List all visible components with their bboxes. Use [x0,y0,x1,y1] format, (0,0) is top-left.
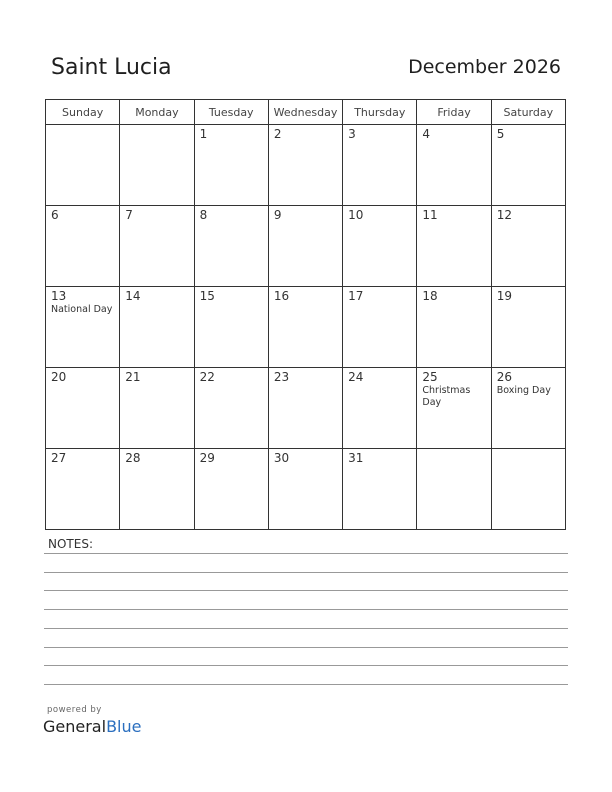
calendar-day-cell [417,449,491,530]
calendar-day-cell [491,368,565,449]
note-line [44,665,568,666]
day-number: 25 [422,370,438,384]
calendar-day-cell [417,368,491,449]
calendar-day-cell [120,368,194,449]
calendar-grid [45,99,566,530]
weekday-header: Tuesday [194,100,268,125]
day-number: 5 [496,127,505,141]
calendar-day-cell [343,368,417,449]
calendar-day-cell [46,206,120,287]
calendar-day-cell [46,368,120,449]
calendar-day-cell [268,125,342,206]
weekday-header: Friday [417,100,491,125]
day-number: 31 [348,451,364,465]
note-line [44,553,568,554]
calendar-day-cell [120,206,194,287]
calendar-day-cell [194,125,268,206]
calendar-week-row [46,287,566,368]
day-number: 27 [51,451,67,465]
calendar-day-cell [491,206,565,287]
calendar-day-cell [194,206,268,287]
day-number: 12 [496,208,512,222]
brand-general: General [43,717,107,736]
day-number: 3 [348,127,356,141]
calendar-day-cell [268,449,342,530]
calendar-day-cell [268,206,342,287]
calendar-day-cell [194,449,268,530]
day-number: 21 [125,370,141,384]
note-line [44,590,568,591]
weekday-header: Thursday [343,100,417,125]
day-number: 15 [199,289,215,303]
day-number: 2 [273,127,282,141]
note-line [44,609,568,610]
day-number: 4 [422,127,431,141]
day-number: 22 [199,370,215,384]
day-number: 8 [199,208,208,222]
holiday-label: National Day [51,304,113,315]
day-number: 17 [348,289,364,303]
holiday-label: Boxing Day [496,385,551,396]
calendar-week-row [46,368,566,449]
day-number: 13 [51,289,67,303]
calendar-day-cell [343,206,417,287]
calendar-day-cell [194,287,268,368]
day-number: 26 [496,370,512,384]
calendar-week-row [46,125,566,206]
day-number: 6 [51,208,59,222]
calendar-day-cell [46,287,120,368]
calendar-month-title: December 2026 [408,56,561,78]
calendar-day-cell [343,125,417,206]
calendar-country-title: Saint Lucia [51,55,172,80]
day-number: 10 [348,208,364,222]
calendar-day-cell [46,449,120,530]
calendar-day-cell [491,287,565,368]
brand-logo [43,717,141,736]
calendar-day-cell [491,125,565,206]
note-line [44,572,568,573]
day-number: 19 [496,289,512,303]
day-number: 14 [125,289,141,303]
calendar-day-cell [120,287,194,368]
note-line [44,647,568,648]
weekday-header: Saturday [491,100,565,125]
day-number: 29 [199,451,215,465]
day-number: 1 [199,127,208,141]
holiday-label: Christmas Day [422,385,471,408]
note-line [44,628,568,629]
calendar-day-cell [343,287,417,368]
calendar-day-cell [268,287,342,368]
day-number: 23 [273,370,290,384]
day-number: 24 [348,370,364,384]
calendar-day-cell [343,449,417,530]
brand-blue: Blue [106,717,142,736]
day-number: 20 [51,370,67,384]
calendar-day-cell [417,287,491,368]
day-number: 7 [125,208,133,222]
calendar-day-cell [268,368,342,449]
day-number: 28 [125,451,141,465]
calendar-day-cell [194,368,268,449]
day-number: 16 [273,289,290,303]
note-line [44,684,568,685]
notes-label: NOTES: [48,537,93,551]
calendar-day-cell [417,125,491,206]
weekday-header: Sunday [46,100,120,125]
calendar-day-cell [120,449,194,530]
day-number: 11 [422,208,438,222]
calendar-week-row [46,449,566,530]
calendar-day-cell [491,449,565,530]
day-number: 9 [273,208,282,222]
calendar-week-row [46,206,566,287]
day-number: 30 [273,451,290,465]
day-number: 18 [422,289,438,303]
weekday-header: Monday [120,100,194,125]
powered-by-text: powered by [47,705,102,715]
calendar-day-cell [417,206,491,287]
calendar-day-cell [120,125,194,206]
weekday-header: Wednesday [268,100,342,125]
calendar-day-cell [46,125,120,206]
weekday-header-row [46,100,566,125]
